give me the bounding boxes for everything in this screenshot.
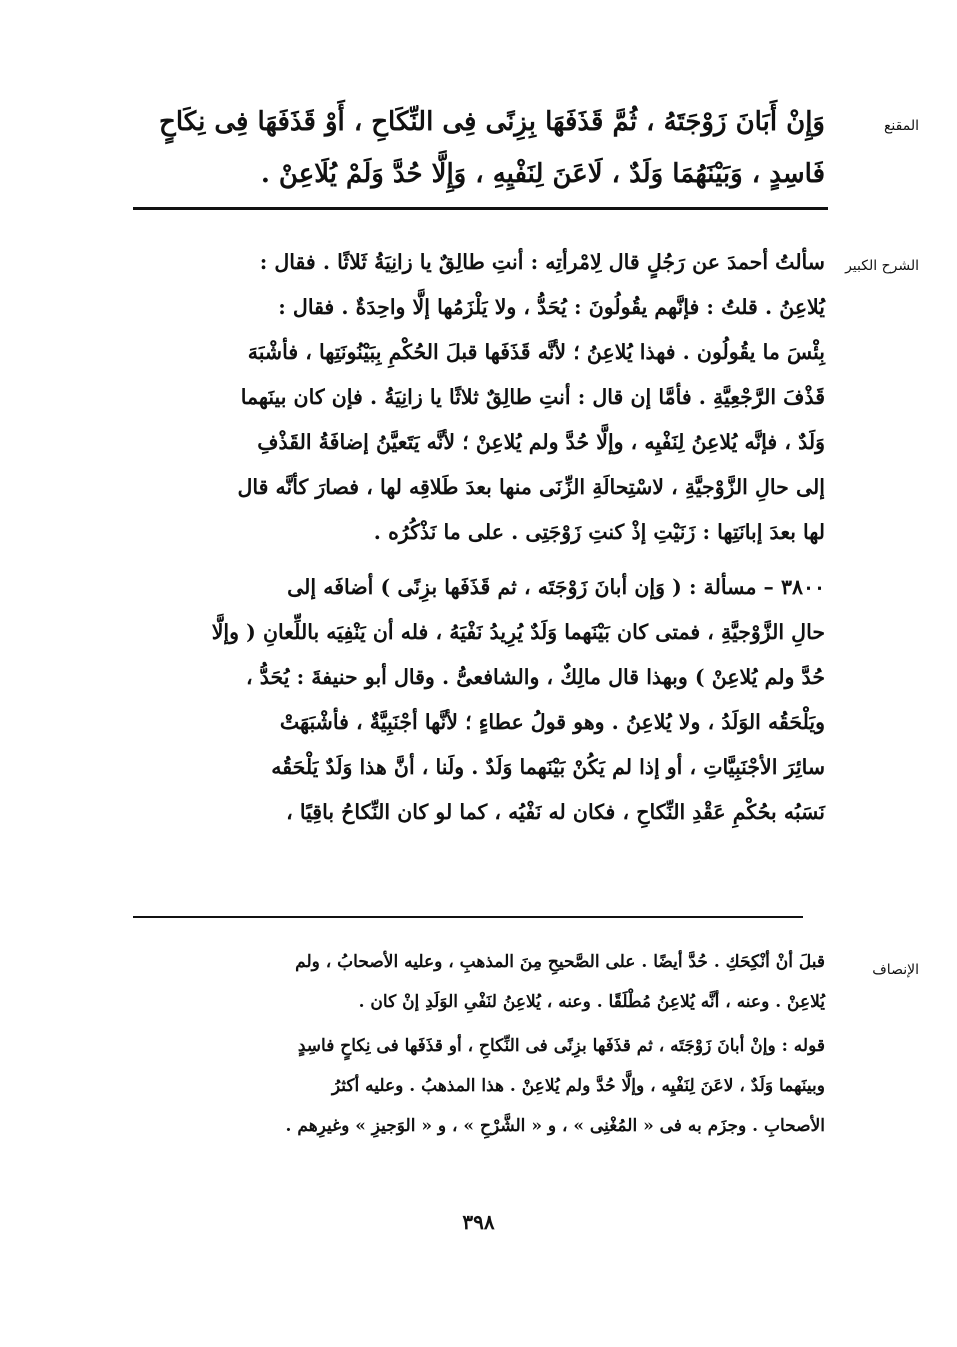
masala-heading-line: ٣٨٠٠ – مسألة : ( وَإن أبانَ زَوْجَتَه ، ثم قَذَفَها بزِنًى ) أضافَه إلى	[287, 575, 825, 599]
insaf-label: الإنصاف	[872, 962, 919, 978]
muqni-label: المقنع	[883, 118, 919, 134]
insaf-text	[125, 942, 825, 1146]
text-line: لها بعدَ إبانَتِها : زَنَيْتِ إذْ كنتِ زَوْجَتِى . على ما نَذْكُرُه .	[373, 520, 825, 544]
text-line: قبلَ أنْ أنْكِحَكِ . حُدَّ أيضًا . على الصَّحيحِ مِنَ المذهبِ ، وعليه الأصحابُ ، ولم	[295, 952, 825, 972]
text-line: سألتُ أحمدَ عن رَجُلٍ قال لِامْرأتِه : أنتِ طالِقٌ يا زانِيَةُ ثَلاثًا . فقال :	[259, 250, 825, 274]
muqni-text	[125, 96, 825, 200]
text-line: ويَلْحَقُه الوَلَدُ ، ولا يُلاعِنُ . وهو قولُ عطاءٍ ؛ لأنَّها أجْنَبِيَّةٌ ، فأشْبَهَتْ	[279, 710, 825, 734]
text-line: سائِرَ الأجْنَبِيَّاتِ ، أو إذا لم يَكُنْ بَيْنَهما وَلَدٌ . ولَنا ، أنَّ هذا وَلَدٌ يَلْحَقُه	[271, 755, 825, 779]
text-line: الأصحابِ . وجزَم به فى « المُغْنِى » ، و « الشَّرْحِ » ، و « الوَجيزِ » وغيرِهم .	[285, 1116, 825, 1136]
text-line: وبينَهما وَلَدٌ ، لاعَنَ لِنَفْيِه ، وإلَّا حُدَّ ولم يُلاعِنْ . هذا المذهبُ . وعليه أكثرُ	[331, 1076, 825, 1096]
text-line: حُدَّ ولم يُلاعِنْ ) وبهذا قال مالِكٌ ، والشافعىُّ . وقال أبو حنيفةَ : يُحَدُّ ،	[246, 665, 825, 689]
text-line: يُلاعِنْ . وعنه ، أنَّه يُلاعِنُ مُطْلَقًا . وعنه ، يُلاعِنُ لنَفْىِ الوَلَدِ إنْ كان .	[358, 992, 825, 1012]
section-divider-thick	[133, 207, 828, 210]
text-line: قوله : وإنْ أبانَ زَوْجَتَه ، ثم قذَفَها بزِنًى فى النِّكاحِ ، أو قذَفَها فى نِكاحٍ فاسِدٍ	[297, 1036, 825, 1056]
text-line: وَإِنْ أَبَانَ زَوْجَتَهُ ، ثُمَّ قَذَفَهَا بِزِنًى فِى النِّكَاحِ ، أَوْ قَذَفَهَا فِى نِكَاحٍ	[159, 107, 825, 137]
text-line: بِئْسَ ما يقُولُون . فهذا يُلاعِنُ ؛ لأنَّه قَذَفَها قبلَ الحُكْمِ بِبَيْنُونَتِها ، فأشْبَهَ	[247, 340, 825, 364]
text-line: حالِ الزَّوْجيَّةِ ، فمتى كان بَيْنَهما وَلَدٌ يُرِيدُ نَفْيَهُ ، فله أن يَنْفِيَه باللِّعانِ ( وإلَّا	[211, 620, 825, 644]
text-line: قَذْفَ الرَّجْعِيَّةِ . فأمَّا إن قال : أنتِ طالِقٌ ثلاثًا يا زانِيَةُ . فإن كان بينَهما	[240, 385, 825, 409]
text-line: فَاسِدٍ ، وَبَيْنَهُمَا وَلَدٌ ، لَاعَنَ لِنَفْيِهِ ، وَإِلَّا حُدَّ وَلَمْ يُلَاعِنْ .	[260, 159, 825, 189]
text-line: نَسَبُه بحُكْمِ عَقْدِ النِّكاحِ ، فكان له نَفْيُه ، كما لو كان النِّكاحُ باقِيًا ،	[286, 800, 825, 824]
page-number: ٣٩٨	[462, 1210, 495, 1234]
text-line: وَلَدٌ ، فإنَّه يُلاعِنُ لِنَفْيِه ، وإلَّا حُدَّ ولم يُلاعِنْ ؛ لأنَّه يَتَعيَّنُ إضافَةُ القَذْفِ	[257, 430, 825, 454]
text-line: يُلاعِنُ . قلتُ : فإنَّهم يقُولُونَ : يُحَدُّ ، ولا يَلْزَمُها إلَّا واحِدَةٌ . فقال :	[278, 295, 825, 319]
section-divider-thin	[133, 916, 803, 918]
sharh-text	[125, 240, 825, 835]
text-line: إلى حالِ الزَّوْجيَّةِ ، لاسْتِحالَةِ الزِّنَى منها بعدَ طَلاقِه لها ، فصارَ كأنَّه قال	[237, 475, 825, 499]
sharh-label: الشرح الكبير	[845, 258, 919, 274]
